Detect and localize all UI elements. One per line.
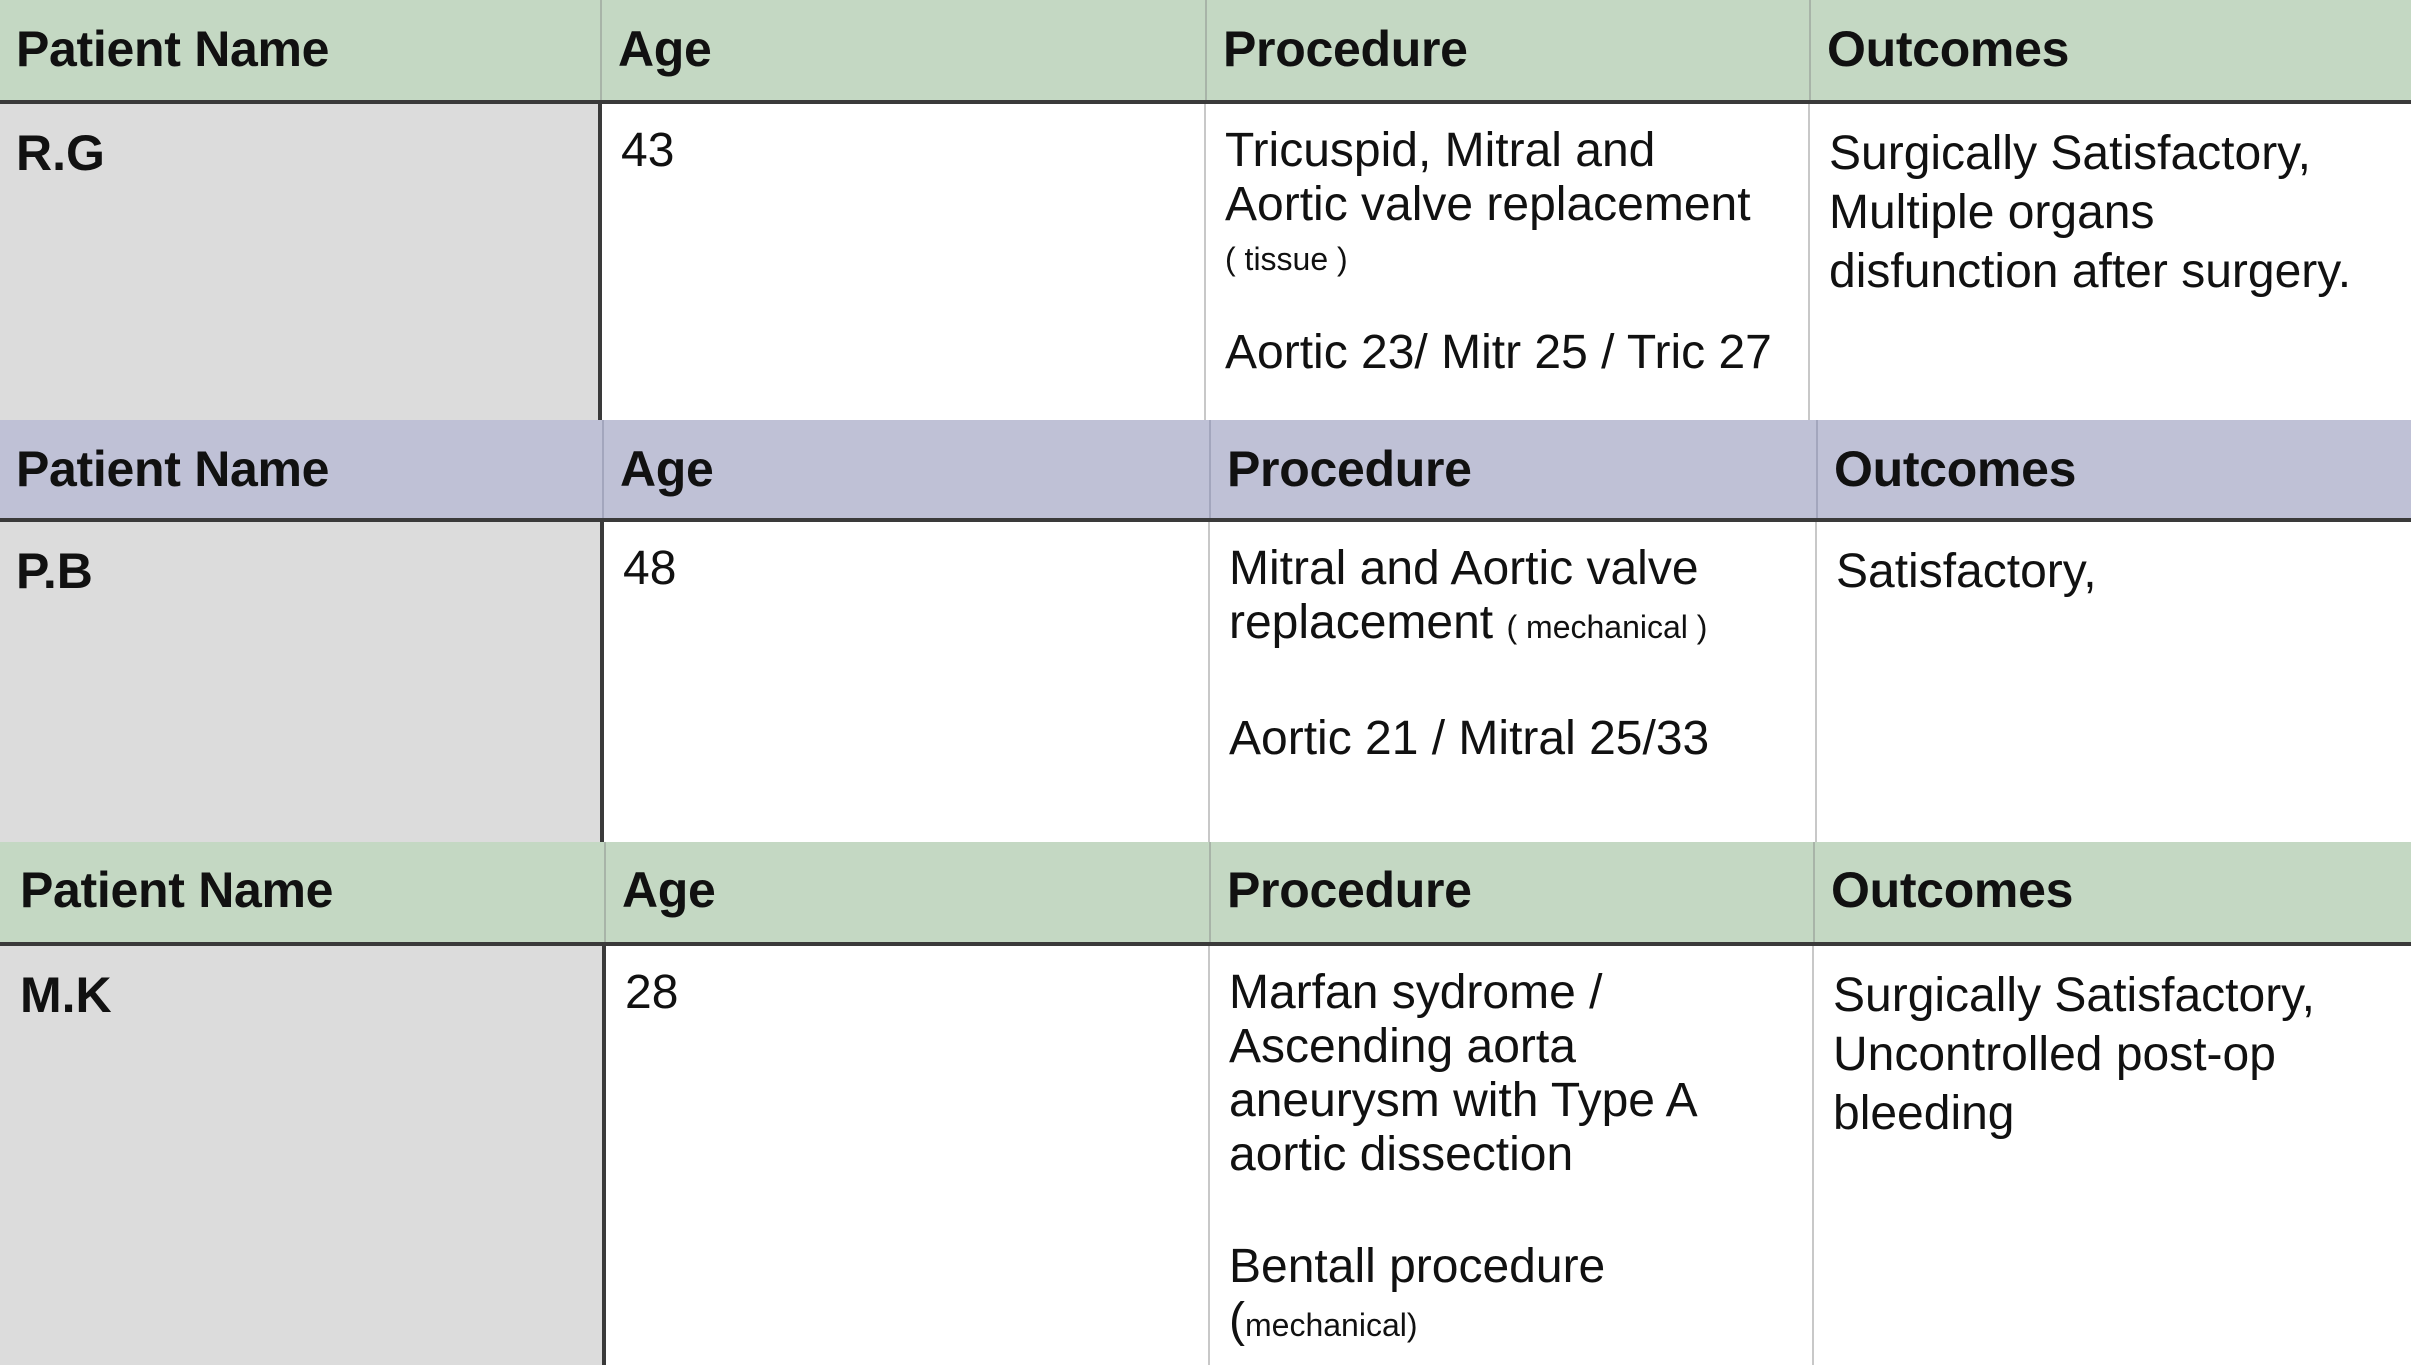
procedure-cell xyxy=(1208,946,1813,1365)
header-outcomes: Outcomes xyxy=(1816,420,2411,522)
header-outcomes: Outcomes xyxy=(1809,0,2411,102)
patient-name-cell: R.G xyxy=(0,104,602,420)
patient-name-cell: P.B xyxy=(0,522,604,842)
header-age: Age xyxy=(604,842,1209,942)
header-procedure: Procedure xyxy=(1205,0,1809,102)
valve-type-note: ( mechanical ) xyxy=(1506,609,1708,645)
patient-name-cell: M.K xyxy=(0,946,606,1365)
patient-record-pb xyxy=(0,420,2411,842)
patient-record-rg xyxy=(0,0,2411,420)
valve-type-note: mechanical) xyxy=(1244,1307,1418,1343)
note-paren: ( xyxy=(1229,1294,1245,1347)
header-patient-name: Patient Name xyxy=(20,862,334,918)
procedure-cell xyxy=(1208,522,1816,842)
procedure-text: Marfan sydrome / xyxy=(1229,966,1603,1019)
outcome-cell xyxy=(1812,946,2411,1365)
procedure-text: Mitral and Aortic valve xyxy=(1229,542,1699,595)
outcome-text: Uncontrolled post-op xyxy=(1833,1028,2276,1081)
age-cell: 43 xyxy=(621,124,675,177)
outcome-text: Surgically Satisfactory, xyxy=(1833,969,2315,1022)
header-age: Age xyxy=(600,0,1205,102)
outcome-cell xyxy=(1815,522,2411,842)
table-header-row xyxy=(0,842,2411,942)
patient-record-mk xyxy=(0,842,2411,1365)
table-header-row xyxy=(0,420,2411,522)
valve-sizes: Aortic 23/ Mitr 25 / Tric 27 xyxy=(1225,326,1772,379)
header-outcomes: Outcomes xyxy=(1813,842,2411,942)
procedure-text: Bentall procedure xyxy=(1229,1240,1606,1293)
valve-sizes: Aortic 21 / Mitral 25/33 xyxy=(1229,712,1710,765)
outcome-text: disfunction after surgery. xyxy=(1829,245,2352,298)
header-age: Age xyxy=(602,420,1209,522)
age-cell: 28 xyxy=(625,966,679,1019)
valve-type-note: ( tissue ) xyxy=(1225,241,1348,277)
procedure-text: aneurysm with Type A xyxy=(1229,1074,1698,1127)
procedure-cell xyxy=(1204,104,1809,420)
header-procedure: Procedure xyxy=(1209,420,1816,522)
header-procedure: Procedure xyxy=(1209,842,1813,942)
procedure-text: replacement xyxy=(1229,596,1494,649)
procedure-text: Tricuspid, Mitral and xyxy=(1225,124,1656,177)
procedure-text: Aortic valve replacement xyxy=(1225,178,1751,231)
outcome-text: Surgically Satisfactory, xyxy=(1829,127,2311,180)
age-cell: 48 xyxy=(623,542,677,595)
outcome-cell xyxy=(1808,104,2411,420)
table-header-row xyxy=(0,0,2411,102)
procedure-text: aortic dissection xyxy=(1229,1128,1574,1181)
outcome-text: Multiple organs xyxy=(1829,186,2155,239)
header-patient-name: Patient Name xyxy=(16,441,330,497)
header-patient-name: Patient Name xyxy=(16,21,330,77)
procedure-text: Ascending aorta xyxy=(1229,1020,1576,1073)
outcome-text: bleeding xyxy=(1833,1087,2015,1140)
outcome-text: Satisfactory, xyxy=(1836,545,2097,598)
